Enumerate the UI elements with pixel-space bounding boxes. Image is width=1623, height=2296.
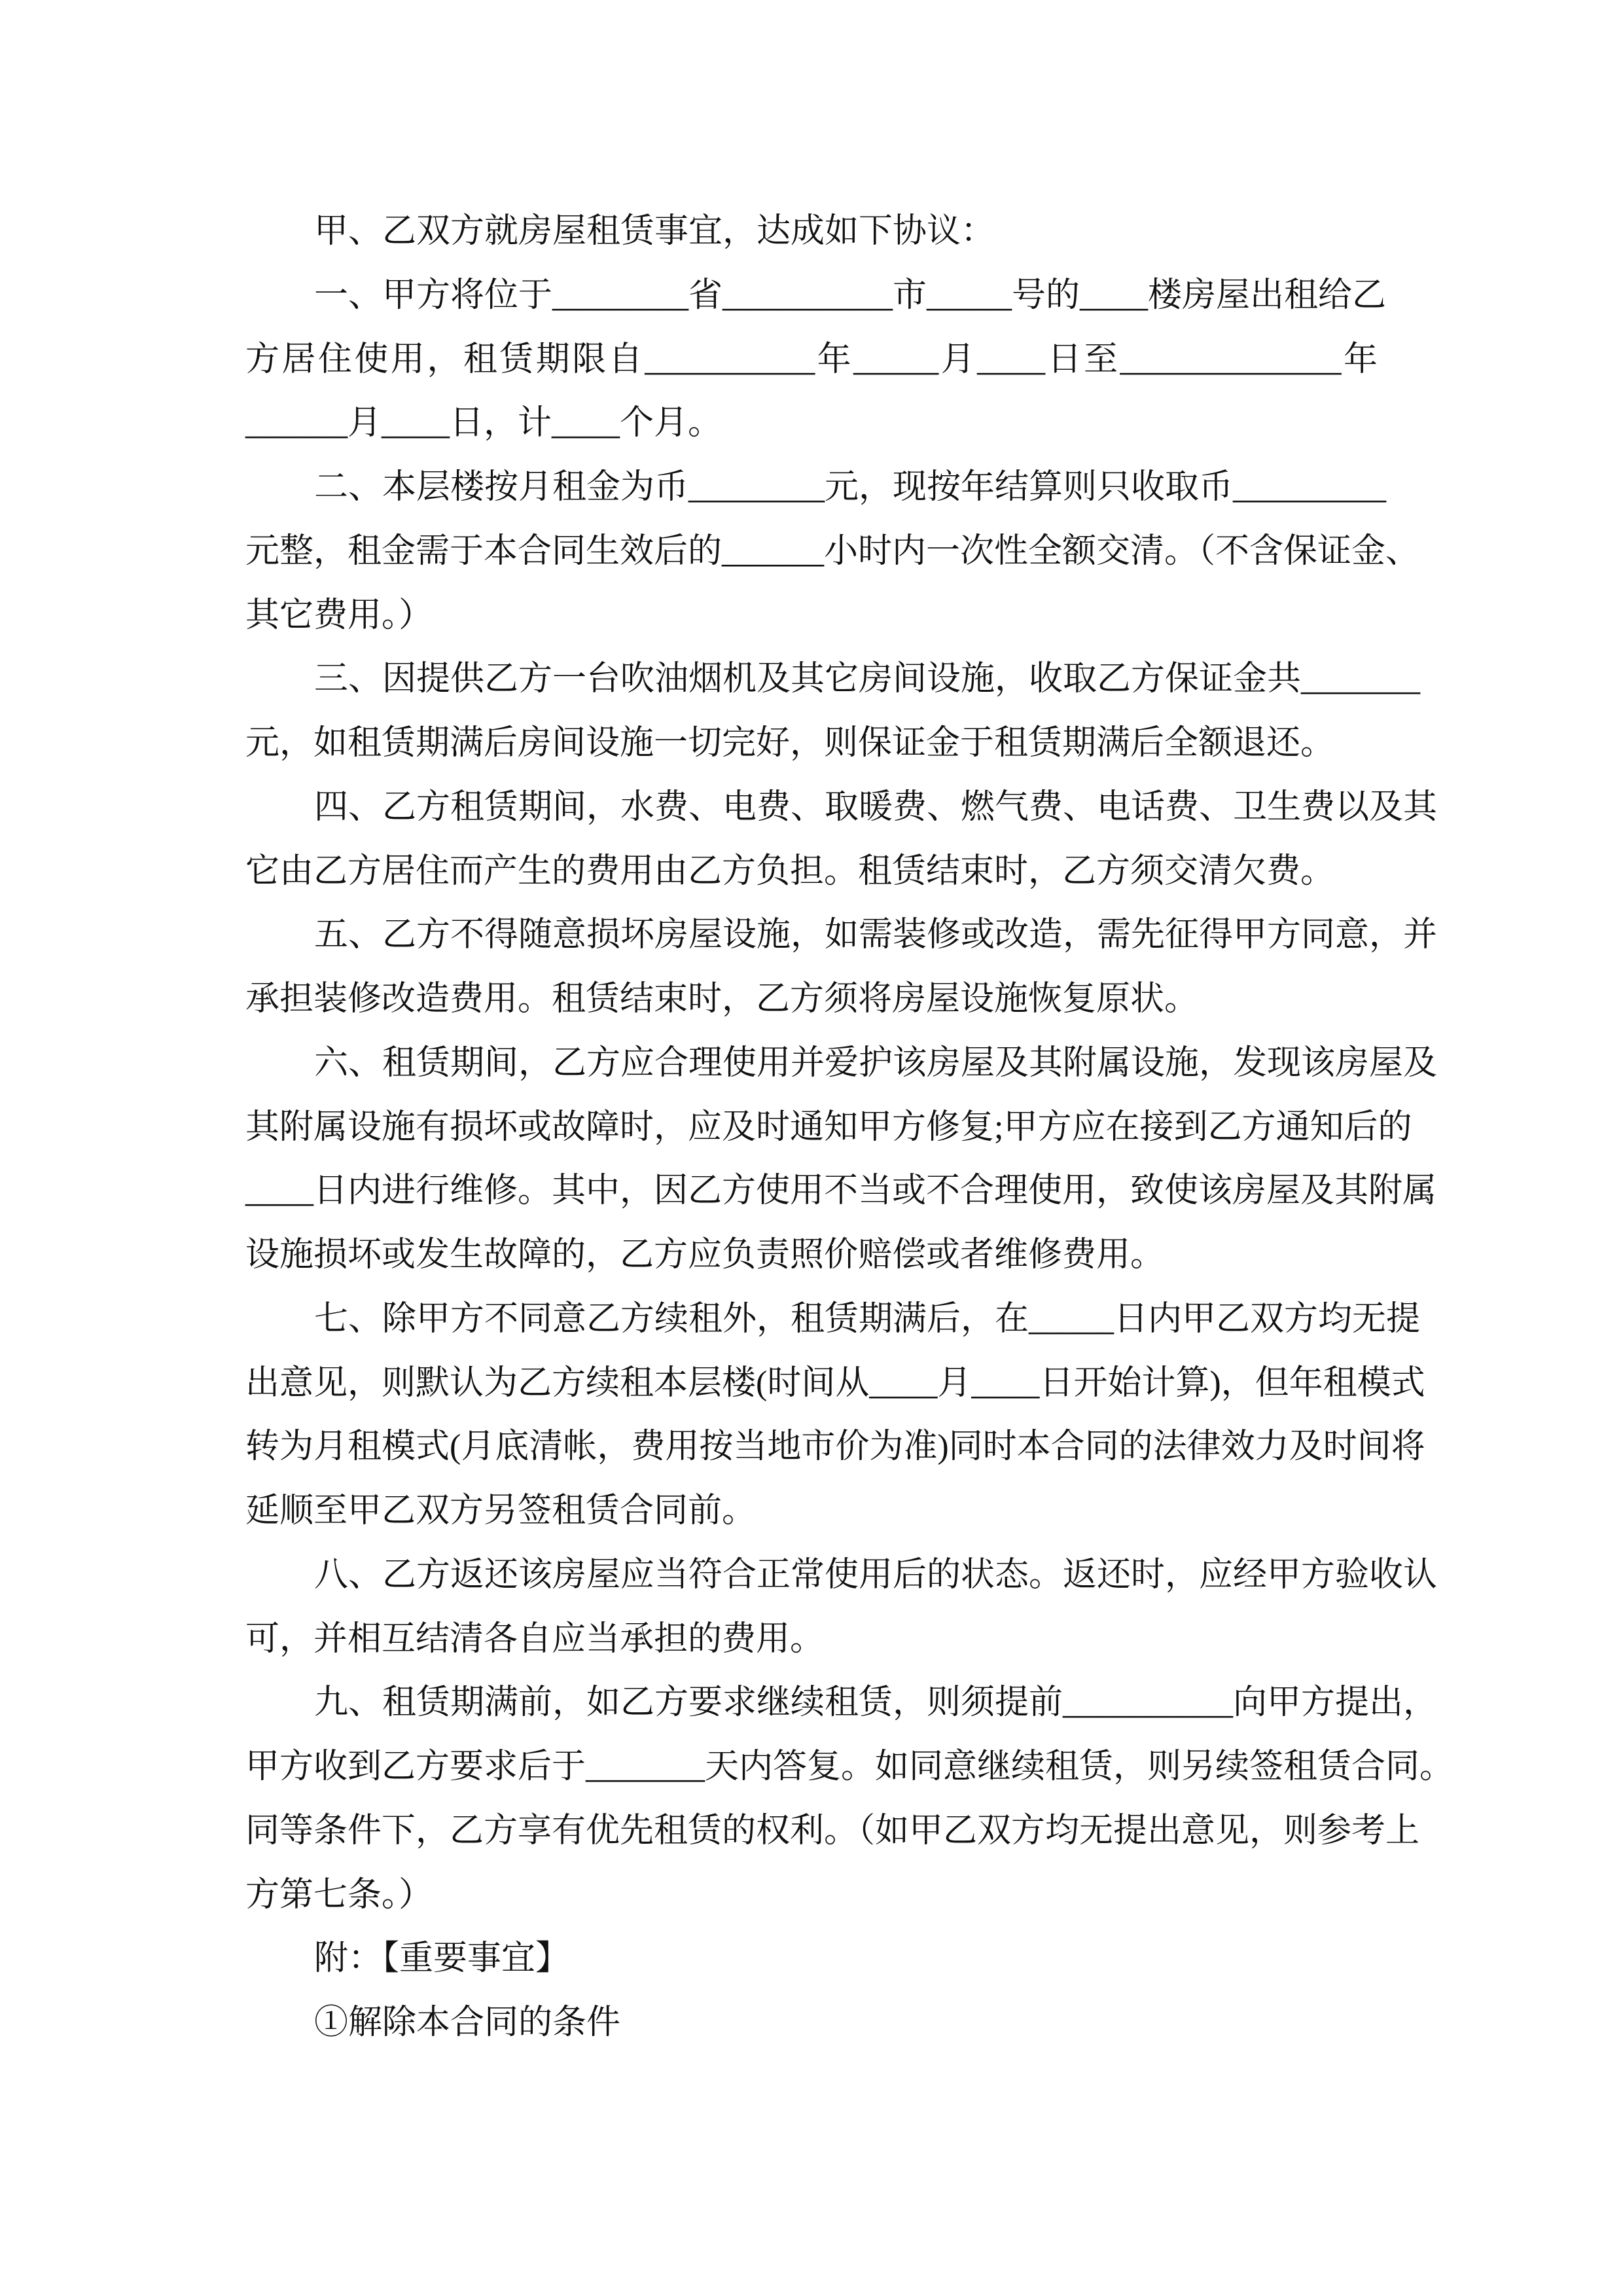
- text-line: 八、乙方返还该房屋应当符合正常使用后的状态。返还时，应经甲方验收认: [314, 1556, 1438, 1594]
- text-line: ____日内进行维修。其中，因乙方使用不当或不合理使用，致使该房屋及其附属: [245, 1172, 1437, 1210]
- text-line: 出意见，则默认为乙方续租本层楼(时间从____月____日开始计算)，但年租模式: [245, 1364, 1425, 1402]
- text-line: 可，并相互结清各自应当承担的费用。: [245, 1620, 825, 1658]
- text-line: 延顺至甲乙双方另签租赁合同前。: [245, 1492, 757, 1530]
- text-line: 承担装修改造费用。租赁结束时，乙方须将房屋设施恢复原状。: [245, 980, 1199, 1018]
- text-line: 方第七条。）: [245, 1876, 433, 1914]
- text-line: ______月____日，计____个月。: [245, 404, 722, 442]
- text-line: 元，如租赁期满后房间设施一切完好，则保证金于租赁期满后全额退还。: [245, 725, 1335, 762]
- text-line: 二、本层楼按月租金为币________元，现按年结算则只收取币_________: [314, 469, 1387, 506]
- text-line: 方居住使用，租赁期限自__________年_____月____日至_____________年: [245, 340, 1378, 378]
- text-line: 七、除甲方不同意乙方续租外，租赁期满后，在_____日内甲乙双方均无提: [314, 1300, 1421, 1338]
- text-line: 元整，租金需于本合同生效后的______小时内一次性全额交清。（不含保证金、: [245, 532, 1420, 570]
- text-line: 甲、乙双方就房屋租赁事宜，达成如下协议：: [314, 213, 995, 250]
- text-line: 同等条件下，乙方享有优先租赁的权利。（如甲乙双方均无提出意见，则参考上: [245, 1812, 1420, 1850]
- text-line: 一、甲方将位于________省__________市_____号的____楼房屋出租给乙: [314, 276, 1387, 314]
- text-line: 九、租赁期满前，如乙方要求继续租赁，则须提前__________向甲方提出，: [314, 1684, 1438, 1722]
- text-line: ①解除本合同的条件: [314, 2004, 621, 2041]
- text-line: 转为月租模式(月底清帐，费用按当地市价为准)同时本合同的法律效力及时间将: [245, 1428, 1425, 1466]
- text-line: 设施损坏或发生故障的，乙方应负责照价赔偿或者维修费用。: [245, 1236, 1165, 1274]
- text-line: 六、租赁期间，乙方应合理使用并爱护该房屋及其附属设施，发现该房屋及: [314, 1044, 1438, 1082]
- text-line: 五、乙方不得随意损坏房屋设施，如需装修或改造，需先征得甲方同意，并: [314, 916, 1438, 954]
- text-line: 甲方收到乙方要求后于_______天内答复。如同意继续租赁，则另续签租赁合同。: [245, 1748, 1454, 1785]
- text-line: 其附属设施有损坏或故障时，应及时通知甲方修复;甲方应在接到乙方通知后的: [245, 1108, 1412, 1146]
- text-line: 其它费用。）: [245, 596, 433, 634]
- text-line: 附：【重要事宜】: [314, 1940, 570, 1978]
- text-line: 四、乙方租赁期间，水费、电费、取暖费、燃气费、电话费、卫生费以及其: [314, 788, 1438, 826]
- text-line: 它由乙方居住而产生的费用由乙方负担。租赁结束时，乙方须交清欠费。: [245, 852, 1335, 890]
- text-line: 三、因提供乙方一台吹油烟机及其它房间设施，收取乙方保证金共_______: [314, 660, 1421, 698]
